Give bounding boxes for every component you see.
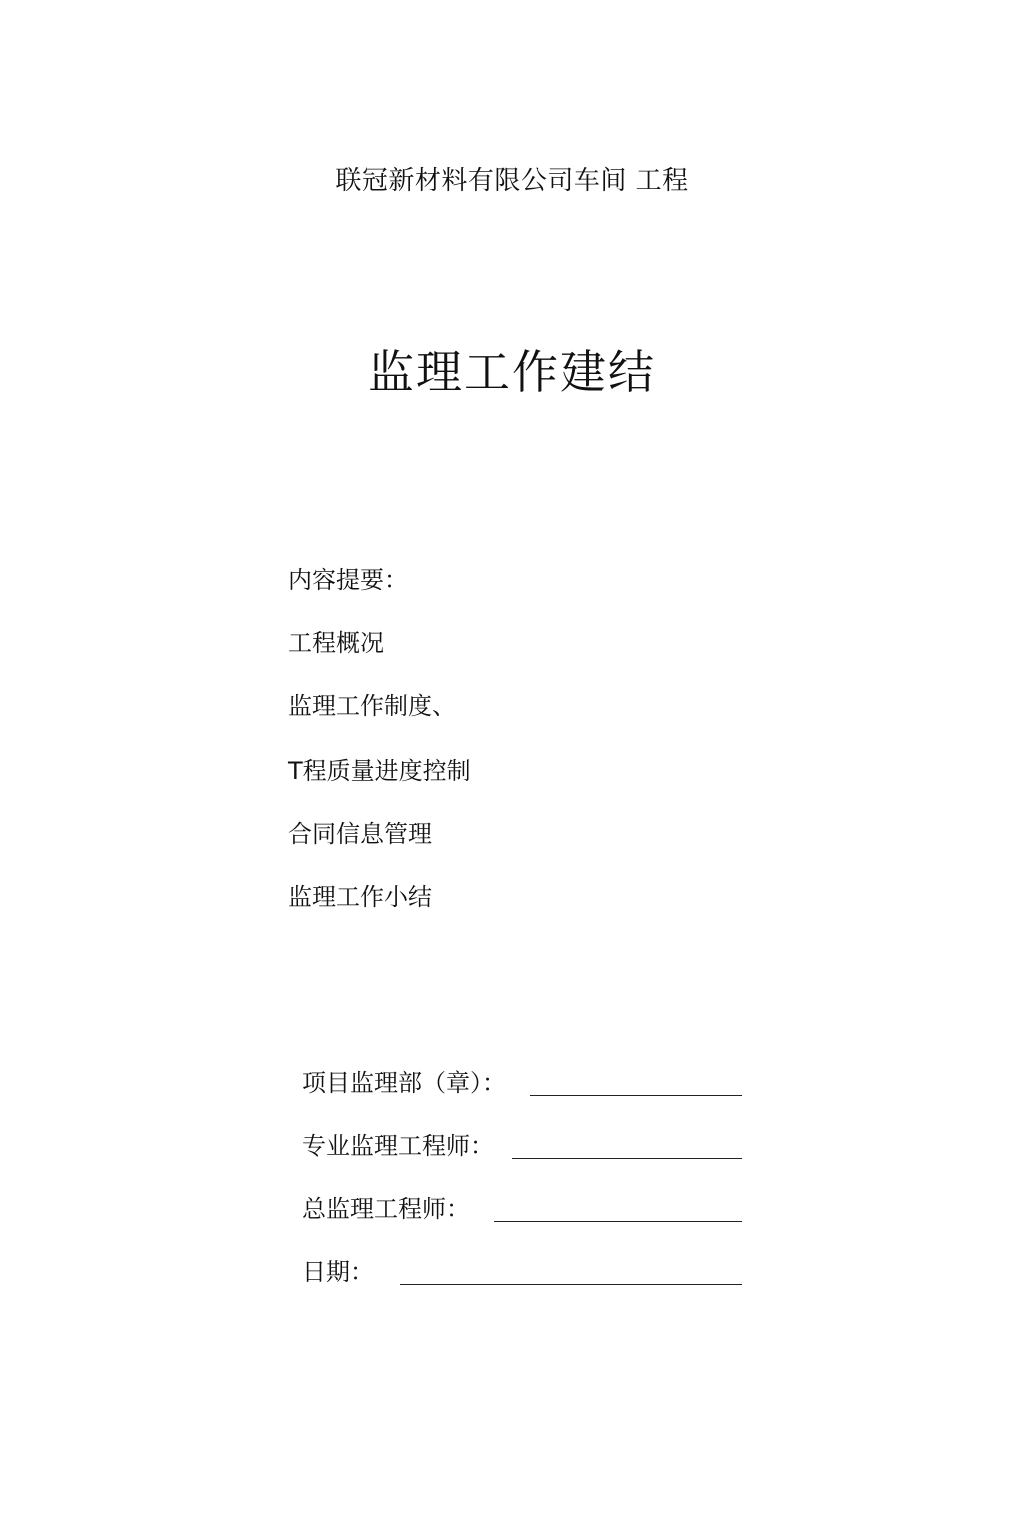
contents-item: T程质量进度控制 [288,757,471,785]
signature-label: 总监理工程师： [302,1195,470,1223]
signature-label: 日期： [302,1258,374,1286]
contents-item: 监理工作小结 [288,883,432,911]
signature-blank-line [400,1262,742,1285]
signature-row-date [302,1255,742,1289]
project-title: 联冠新材料有限公司车间 工程 [335,166,689,196]
contents-item: 合同信息管理 [288,820,432,848]
document-title: 监理工作建结 [368,345,656,399]
signature-block [302,1066,742,1318]
signature-row-chief-engineer [302,1192,742,1226]
signature-row-specialty-engineer [302,1129,742,1163]
contents-item: 工程概况 [288,629,384,657]
signature-blank-line [494,1199,742,1222]
signature-row-project-dept [302,1066,742,1100]
signature-label: 专业监理工程师： [302,1132,494,1160]
contents-item: 监理工作制度、 [288,692,456,720]
signature-blank-line [530,1073,742,1096]
signature-blank-line [512,1136,742,1159]
contents-heading: 内容提要： [288,566,408,594]
signature-label: 项目监理部（章）： [302,1069,506,1097]
contents-section [288,563,471,914]
